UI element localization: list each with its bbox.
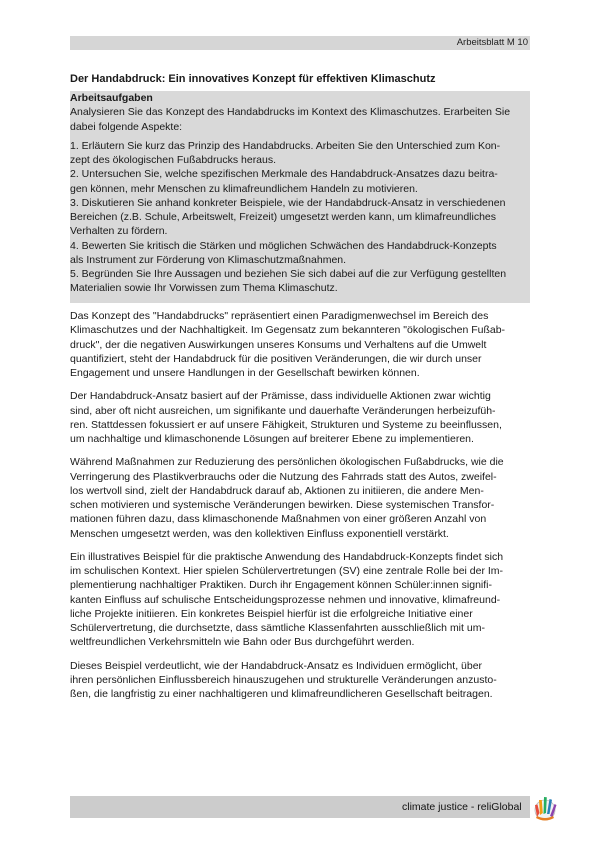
text-line: im schulischen Kontext. Hier spielen Schülervertretungen (SV) eine zentrale Rolle bei der Im- (70, 565, 504, 577)
text-line: Menschen umgesetzt werden, was den kollektiven Einfluss exponentiell verstärkt. (70, 527, 449, 540)
task-item-line: gen können, mehr Menschen zu klimafreundlichem Handeln zu motivieren. (70, 182, 418, 195)
text-line: Der Handabdruck-Ansatz basiert auf der Prämisse, dass individuelle Aktionen zwar wichtig (70, 390, 491, 403)
text-line: schen motivieren und systemische Veränderungen bewirken. Diese systemischen Transfor- (70, 499, 495, 511)
religlobal-hands-logo-icon (529, 793, 561, 823)
task-box (70, 91, 530, 303)
paragraph (70, 550, 530, 650)
task-item-line: 5. Begründen Sie Ihre Aussagen und beziehen Sie sich dabei auf die zur Verfügung gestellten (70, 268, 507, 280)
text-line: Verringerung des Plastikverbrauchs oder die Nutzung des Fahrrads statt des Autos, zweifel- (70, 470, 497, 483)
text-line: liche Projekte initiieren. Ein konkretes Beispiel hierfür ist die erfolgreiche Initiative einer (70, 607, 473, 620)
text-line: sind, aber oft nicht ausreichen, um signifikante und dauerhafte Veränderungen herbeizufüh- (70, 404, 496, 417)
text-line: los wertvoll sind, zielt der Handabdruck darauf ab, Aktionen zu initiieren, die andere Men- (70, 484, 484, 497)
text-line: Schülervertretung, die durchsetzte, dass sämtliche Klassenfahrten ausschließlich mit um- (70, 622, 485, 634)
task-item-line: 1. Erläutern Sie kurz das Prinzip des Handabdrucks. Arbeiten Sie den Unterschied zum Kon- (70, 139, 501, 152)
task-item-line: zept des ökologischen Fußabdrucks heraus. (70, 154, 277, 166)
text-line: weltfreundlichen Verkehrsmitteln wie Bahn oder Bus durchgeführt werden. (70, 636, 415, 649)
task-item-line: Verhalten zu fördern. (70, 225, 168, 238)
task-item-line: 2. Untersuchen Sie, welche spezifischen Merkmale des Handabdruck-Ansatzes dazu beitra- (70, 168, 498, 181)
text-line: Das Konzept des "Handabdrucks" repräsentiert einen Paradigmenwechsel im Bereich des (70, 310, 489, 322)
worksheet-label: Arbeitsblatt M 10 (456, 37, 528, 48)
text-line: plementierung nachhaltiger Praktiken. Durch ihr Engagement können Schüler:innen signifi- (70, 579, 492, 592)
task-item-line: Materialien sowie Ihr Vorwissen zum Thema Klimaschutz. (70, 282, 338, 295)
task-heading: Arbeitsaufgaben (70, 92, 153, 104)
text-line: Ein illustratives Beispiel für die praktische Anwendung des Handabdruck-Konzepts findet sich (70, 550, 504, 563)
paragraph (70, 659, 530, 702)
text-line: Während Maßnahmen zur Reduzierung des persönlichen ökologischen Fußabdrucks, wie die (70, 456, 504, 469)
paragraph (70, 455, 530, 541)
task-item-line: als Instrument zur Förderung von Klimaschutzmaßnahmen. (70, 253, 347, 266)
text-line: ihren persönlichen Einflussbereich hinauszugehen und strukturelle Veränderungen anzusto- (70, 673, 497, 686)
page-title: Der Handabdruck: Ein innovatives Konzept für effektiven Klimaschutz (70, 73, 436, 85)
paragraph (70, 389, 530, 446)
task-intro-line: dabei folgende Aspekte: (70, 120, 183, 133)
text-line: Engagement und unsere Handlungen in der Gesellschaft bewirken können. (70, 367, 420, 379)
task-item-line: 3. Diskutieren Sie anhand konkreter Beispiele, wie der Handabdruck-Ansatz in verschiedenen (70, 196, 506, 209)
text-line: ren. Stattdessen fokussiert er auf unsere Fähigkeit, Strukturen und Systeme zu beeinflussen, (70, 418, 502, 431)
task-item-line: 4. Bewerten Sie kritisch die Stärken und möglichen Schwächen des Handabdruck-Konzepts (70, 239, 497, 252)
text-line: druck", der die negativen Auswirkungen unseres Konsums und Verhaltens auf die Umwelt (70, 338, 487, 351)
text-line: Klimaschutzes und der Nachhaltigkeit. Im Gegensatz zum bekannteren "ökologischen Fußab- (70, 324, 506, 337)
text-line: quantifiziert, steht der Handabdruck für die positiven Veränderungen, die wir durch unser (70, 352, 482, 365)
task-intro-line: Analysieren Sie das Konzept des Handabdrucks im Kontext des Klimaschutzes. Erarbeiten Sie (70, 106, 511, 119)
footer-text: climate justice - reliGlobal (402, 801, 522, 813)
text-line: Dieses Beispiel verdeutlicht, wie der Handabdruck-Ansatz es Individuen ermöglicht, über (70, 659, 483, 672)
paragraph (70, 309, 530, 380)
text-line: ßen, die langfristig zu einer nachhaltigeren und klimafreundlicheren Gesellschaft beitragen. (70, 688, 493, 700)
task-item-line: Bereichen (z.B. Schule, Arbeitswelt, Freizeit) umgesetzt werden kann, um klimafreundliches (70, 211, 497, 223)
text-line: kanten Einfluss auf schulische Entscheidungsprozesse nehmen und innovative, klimafreund- (70, 593, 501, 606)
body-text (70, 309, 530, 710)
header-bar (70, 36, 530, 50)
text-line: mationen führen dazu, dass klimaschonende Maßnahmen von einer größeren Anzahl von (70, 513, 487, 526)
text-line: um nachhaltige und klimaschonende Lösungen auf breiterer Ebene zu implementieren. (70, 433, 474, 445)
